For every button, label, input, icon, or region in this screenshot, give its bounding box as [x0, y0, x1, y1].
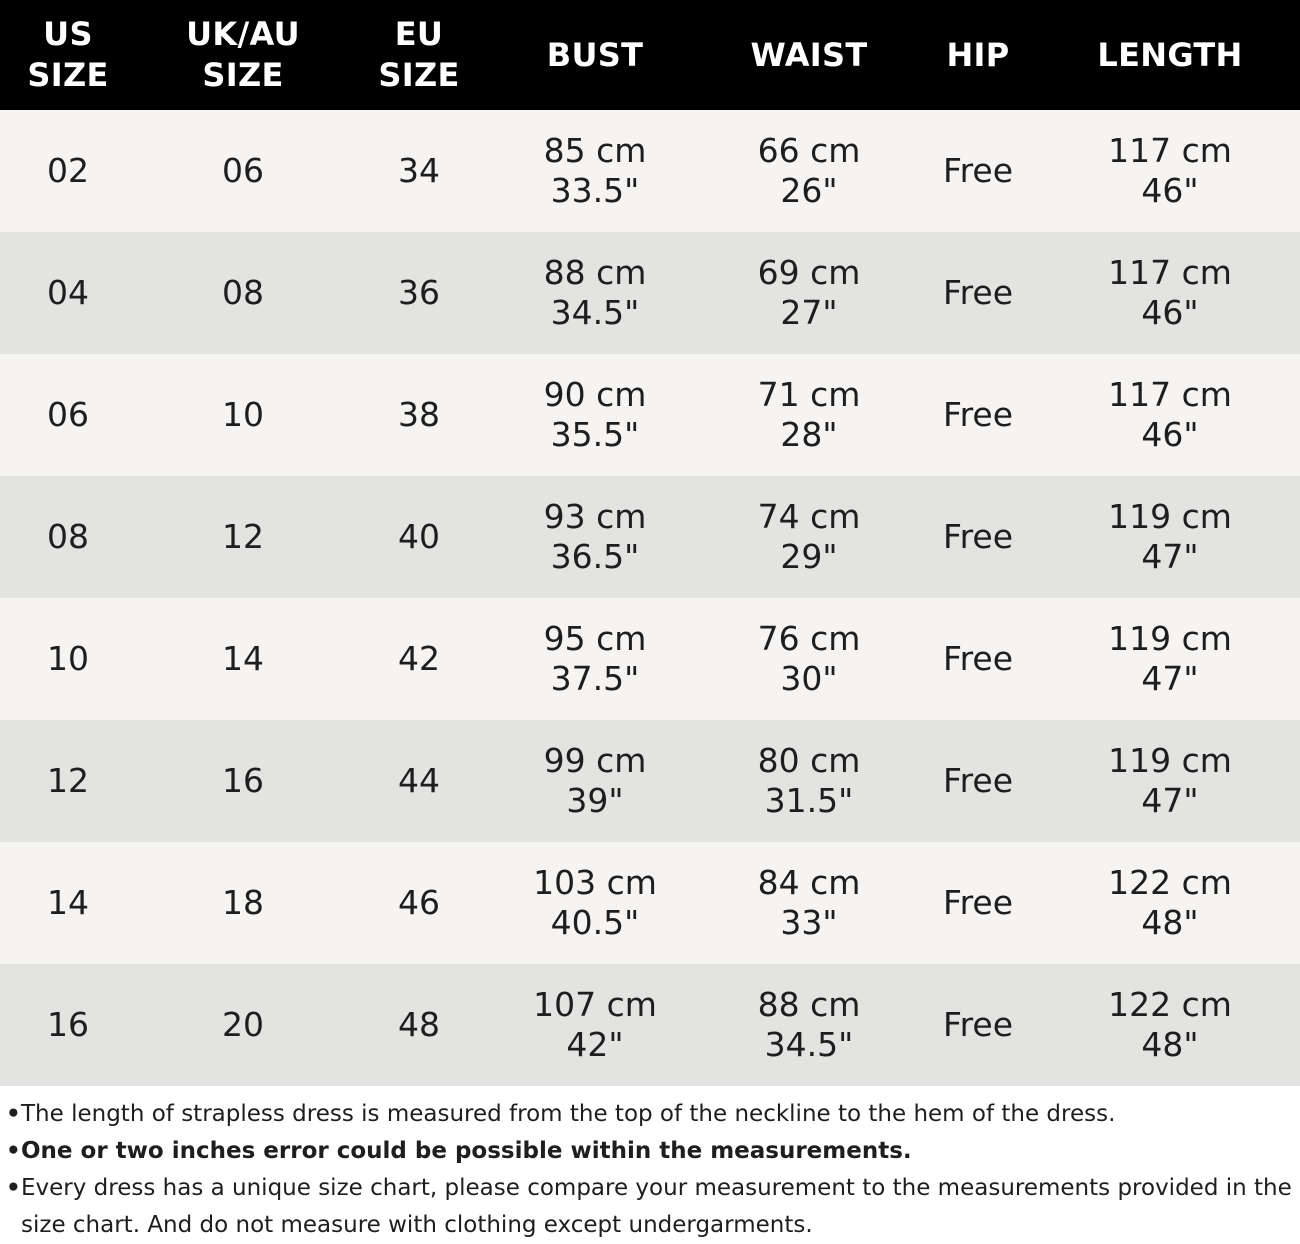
note-item: [6, 1170, 1294, 1244]
cell-value-inches: 37.5": [550, 659, 640, 698]
header-us-size: [0, 0, 136, 110]
cell-value-inches: 46": [1141, 415, 1199, 454]
cell-bust: [488, 598, 702, 720]
header-label: HIP: [946, 35, 1010, 74]
cell-value-inches: 48": [1141, 903, 1199, 942]
header-length: [1040, 0, 1300, 110]
cell-value: 103 cm: [533, 863, 657, 902]
cell-value: 44: [398, 761, 440, 800]
cell-value: 88 cm: [757, 985, 861, 1024]
cell-value: 36: [398, 273, 440, 312]
cell-bust: [488, 232, 702, 354]
cell-value-inches: 47": [1141, 659, 1199, 698]
cell-value-inches: 33": [780, 903, 838, 942]
cell-hip: [916, 964, 1040, 1086]
bullet-icon: •: [6, 1101, 21, 1127]
cell-value: 85 cm: [543, 131, 647, 170]
cell-waist: [702, 842, 916, 964]
cell-length: [1040, 232, 1300, 354]
header-hip: [916, 0, 1040, 110]
cell-value: Free: [942, 517, 1014, 556]
cell-bust: [488, 110, 702, 232]
cell-value: 95 cm: [543, 619, 647, 658]
note-item: [6, 1096, 1294, 1133]
cell-value-inches: 40.5": [550, 903, 640, 942]
cell-length: [1040, 354, 1300, 476]
cell-eu-size: [350, 842, 488, 964]
cell-value: 40: [398, 517, 440, 556]
cell-hip: [916, 598, 1040, 720]
cell-value: 80 cm: [757, 741, 861, 780]
cell-uk-au-size: [136, 354, 350, 476]
cell-value: 119 cm: [1108, 741, 1232, 780]
cell-length: [1040, 110, 1300, 232]
cell-value: 84 cm: [757, 863, 861, 902]
cell-length: [1040, 476, 1300, 598]
cell-value-inches: 34.5": [550, 293, 640, 332]
cell-value: 12: [47, 761, 89, 800]
cell-eu-size: [350, 354, 488, 476]
cell-length: [1040, 720, 1300, 842]
cell-us-size: [0, 720, 136, 842]
cell-us-size: [0, 354, 136, 476]
header-label: LENGTH: [1097, 35, 1243, 74]
header-label: US: [43, 15, 93, 53]
cell-value: 71 cm: [757, 375, 861, 414]
cell-value: 69 cm: [757, 253, 861, 292]
note-text: One or two inches error could be possible within the measurements.: [21, 1138, 912, 1164]
table-header: [0, 0, 1300, 110]
table-row: [0, 964, 1300, 1086]
cell-us-size: [0, 110, 136, 232]
cell-value-inches: 28": [780, 415, 838, 454]
cell-value-inches: 47": [1141, 537, 1199, 576]
cell-hip: [916, 720, 1040, 842]
cell-value-inches: 39": [566, 781, 624, 820]
header-label: SIZE: [378, 56, 460, 94]
cell-uk-au-size: [136, 598, 350, 720]
cell-value: 08: [47, 517, 89, 556]
cell-uk-au-size: [136, 232, 350, 354]
table-row: [0, 720, 1300, 842]
cell-value-inches: 48": [1141, 1025, 1199, 1064]
cell-value: 14: [47, 883, 89, 922]
cell-value-inches: 34.5": [764, 1025, 854, 1064]
table-row: [0, 842, 1300, 964]
cell-value: 48: [398, 1005, 440, 1044]
cell-waist: [702, 232, 916, 354]
cell-value: 99 cm: [543, 741, 647, 780]
cell-value-inches: 47": [1141, 781, 1199, 820]
cell-us-size: [0, 842, 136, 964]
cell-length: [1040, 964, 1300, 1086]
cell-value: 10: [47, 639, 89, 678]
header-eu-size: [350, 0, 488, 110]
cell-value: Free: [942, 273, 1014, 312]
header-label: EU: [394, 15, 444, 53]
bullet-icon: •: [6, 1175, 21, 1201]
cell-value-inches: 26": [780, 171, 838, 210]
cell-uk-au-size: [136, 842, 350, 964]
cell-value-inches: 27": [780, 293, 838, 332]
header-uk-au-size: [136, 0, 350, 110]
cell-value-inches: 42": [566, 1025, 624, 1064]
table-row: [0, 232, 1300, 354]
cell-value: Free: [942, 883, 1014, 922]
header-waist: [702, 0, 916, 110]
table-row: [0, 476, 1300, 598]
cell-length: [1040, 598, 1300, 720]
bullet-icon: •: [6, 1138, 21, 1164]
cell-value: 119 cm: [1108, 497, 1232, 536]
cell-value: 20: [222, 1005, 264, 1044]
cell-hip: [916, 232, 1040, 354]
cell-value: 122 cm: [1108, 985, 1232, 1024]
cell-uk-au-size: [136, 476, 350, 598]
cell-value: 76 cm: [757, 619, 861, 658]
cell-bust: [488, 842, 702, 964]
cell-waist: [702, 354, 916, 476]
cell-value: 04: [47, 273, 89, 312]
cell-value: 107 cm: [533, 985, 657, 1024]
cell-value: 16: [47, 1005, 89, 1044]
cell-hip: [916, 354, 1040, 476]
header-label: SIZE: [202, 56, 284, 94]
cell-value-inches: 29": [780, 537, 838, 576]
cell-eu-size: [350, 598, 488, 720]
cell-value: 74 cm: [757, 497, 861, 536]
cell-length: [1040, 842, 1300, 964]
cell-uk-au-size: [136, 110, 350, 232]
cell-eu-size: [350, 110, 488, 232]
cell-value: 117 cm: [1108, 375, 1232, 414]
cell-value: 34: [398, 151, 440, 190]
cell-value: Free: [942, 395, 1014, 434]
cell-value-inches: 31.5": [764, 781, 854, 820]
cell-value: 117 cm: [1108, 253, 1232, 292]
cell-value: 90 cm: [543, 375, 647, 414]
cell-value: Free: [942, 1005, 1014, 1044]
cell-value: 38: [398, 395, 440, 434]
cell-value: 42: [398, 639, 440, 678]
cell-hip: [916, 476, 1040, 598]
cell-value: 06: [47, 395, 89, 434]
cell-hip: [916, 842, 1040, 964]
cell-value: 14: [222, 639, 264, 678]
cell-us-size: [0, 232, 136, 354]
cell-value-inches: 30": [780, 659, 838, 698]
note-item: [6, 1133, 1294, 1170]
cell-value-inches: 33.5": [550, 171, 640, 210]
header-bust: [488, 0, 702, 110]
cell-eu-size: [350, 964, 488, 1086]
cell-bust: [488, 354, 702, 476]
cell-us-size: [0, 964, 136, 1086]
cell-waist: [702, 598, 916, 720]
cell-value: 119 cm: [1108, 619, 1232, 658]
cell-value: Free: [942, 639, 1014, 678]
cell-value: 46: [398, 883, 440, 922]
cell-eu-size: [350, 720, 488, 842]
cell-waist: [702, 476, 916, 598]
cell-value: 18: [222, 883, 264, 922]
note-text: The length of strapless dress is measured from the top of the neckline to the hem of the dress.: [21, 1101, 1116, 1127]
cell-us-size: [0, 598, 136, 720]
size-notes: [6, 1096, 1294, 1244]
header-label: UK/AU: [186, 15, 300, 53]
table-row: [0, 598, 1300, 720]
cell-value-inches: 36.5": [550, 537, 640, 576]
cell-value: 66 cm: [757, 131, 861, 170]
table-row: [0, 354, 1300, 476]
cell-value: 93 cm: [543, 497, 647, 536]
cell-uk-au-size: [136, 964, 350, 1086]
cell-bust: [488, 720, 702, 842]
cell-hip: [916, 110, 1040, 232]
cell-eu-size: [350, 476, 488, 598]
cell-value: Free: [942, 151, 1014, 190]
cell-bust: [488, 476, 702, 598]
cell-value-inches: 46": [1141, 293, 1199, 332]
note-text: Every dress has a unique size chart, please compare your measurement to the measurements provided in the size chart. And do not measure with clothing except undergarments.: [21, 1175, 1292, 1238]
cell-value: 122 cm: [1108, 863, 1232, 902]
cell-bust: [488, 964, 702, 1086]
cell-value-inches: 35.5": [550, 415, 640, 454]
cell-value: 12: [222, 517, 264, 556]
cell-value: 16: [222, 761, 264, 800]
header-label: WAIST: [750, 35, 868, 74]
cell-value: 88 cm: [543, 253, 647, 292]
cell-value: 10: [222, 395, 264, 434]
cell-value-inches: 46": [1141, 171, 1199, 210]
cell-waist: [702, 110, 916, 232]
header-label: BUST: [546, 35, 644, 74]
cell-us-size: [0, 476, 136, 598]
cell-value: Free: [942, 761, 1014, 800]
cell-uk-au-size: [136, 720, 350, 842]
header-label: SIZE: [27, 56, 109, 94]
table-row: [0, 110, 1300, 232]
cell-value: 06: [222, 151, 264, 190]
cell-waist: [702, 720, 916, 842]
cell-waist: [702, 964, 916, 1086]
cell-value: 02: [47, 151, 89, 190]
cell-value: 117 cm: [1108, 131, 1232, 170]
cell-eu-size: [350, 232, 488, 354]
table-body: [0, 110, 1300, 1086]
cell-value: 08: [222, 273, 264, 312]
